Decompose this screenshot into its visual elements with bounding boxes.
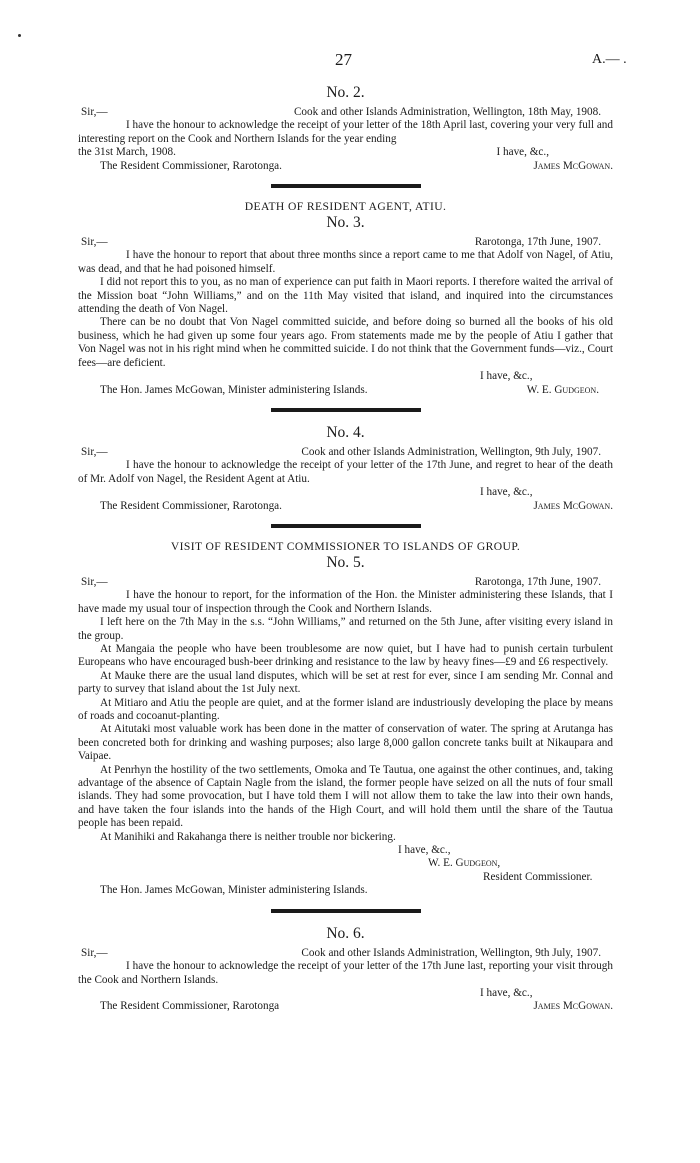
letter-body: I have the honour to acknowledge the receipt of your letter of the 17th June, and regret to hear of the death of Mr. Adolf von Nagel, the Resident Agent at Atiu.	[78, 459, 613, 485]
dateline: Rarotonga, 17th June, 1907.	[474, 575, 601, 588]
letter-no-3	[78, 200, 613, 397]
paragraph: I have the honour to report that about three months since a report came to me that Adolf von Nagel, of Atiu, was dead, and that he had poisoned himself.	[78, 249, 613, 275]
addressee: The Resident Commissioner, Rarotonga	[100, 1000, 280, 1013]
letter-no-5	[78, 540, 613, 898]
addressee: The Hon. James McGowan, Minister administering Islands.	[100, 884, 368, 897]
salutation: Sir,—	[81, 106, 108, 118]
letter-no-4	[78, 424, 613, 513]
paragraph: At Manihiki and Rakahanga there is neither trouble nor bickering.	[100, 830, 396, 843]
letter-body: I have the honour to acknowledge the receipt of your letter of the 17th June last, reporting your visit through the Cook and Northern Islands.	[78, 960, 613, 986]
dateline: Cook and other Islands Administration, Wellington, 9th July, 1907.	[301, 946, 601, 959]
dateline: Cook and other Islands Administration, Wellington, 18th May, 1908.	[293, 106, 601, 118]
page-number: 27	[335, 50, 352, 69]
letter-number: No. 6.	[326, 924, 365, 942]
addressee: The Resident Commissioner, Rarotonga.	[100, 159, 282, 172]
dateline: Rarotonga, 17th June, 1907.	[474, 236, 601, 249]
section-heading: DEATH OF RESIDENT AGENT, ATIU.	[244, 200, 447, 214]
signature: James McGowan.	[533, 159, 613, 172]
section-rule	[271, 184, 421, 188]
closing: I have, &c.,	[398, 844, 451, 857]
signature: W. E. Gudgeon,	[428, 857, 501, 870]
letter-number: No. 5.	[326, 553, 365, 571]
salutation: Sir,—	[81, 575, 108, 588]
signature: James McGowan.	[533, 499, 613, 512]
page-header	[0, 50, 700, 70]
letter-no-2	[78, 84, 613, 173]
signature: W. E. Gudgeon.	[526, 383, 599, 396]
addressee: The Hon. James McGowan, Minister administering Islands.	[100, 383, 368, 396]
letter-number: No. 2.	[326, 84, 365, 101]
paragraph: At Aitutaki most valuable work has been done in the matter of conservation of water. The spring at Arutanga has been concreted both for drinking and washing purposes; also large 8,000 gallon concrete tanks built at Nikaupara and Vaipae.	[78, 723, 613, 763]
closing: I have, &c.,	[480, 370, 533, 383]
signatory-title: Resident Commissioner.	[483, 870, 593, 883]
document-code: A.— .	[592, 52, 627, 67]
section-rule	[271, 408, 421, 412]
salutation: Sir,—	[81, 445, 108, 458]
paragraph: At Mitiaro and Atiu the people are quiet, and at the former island are industriously developing the place by means of roads and cocoanut-planting.	[78, 696, 613, 722]
salutation: Sir,—	[81, 236, 108, 249]
paragraph: At Mangaia the people who have been troublesome are now quiet, but I have had to punish certain turbulent Europeans who have encouraged bush-beer drinking and resistance to the law by heavy fines—£9 and £6 respectively.	[78, 642, 613, 669]
paragraph: I left here on the 7th May in the s.s. “John Williams,” and returned on the 5th June, after visiting every island in the group.	[78, 616, 613, 642]
closing: I have, &c.,	[480, 486, 533, 499]
margin-mark	[18, 34, 21, 37]
paragraph: At Penrhyn the hostility of the two settlements, Omoka and Te Tautua, one against the other continues, and, taking advantage of the absence of Captain Nagle from the island, the former people have seized on all the nuts of four small islands. They had some provocation, but I have told them I will not allow them to take the law into their own hands, and have taken the four islands into the hands of the High Court, and will hold them until the share of the Tautua people has been repaid.	[78, 763, 613, 830]
letter-number: No. 3.	[326, 214, 365, 232]
letter-no-6	[78, 925, 613, 1014]
paragraph: I have the honour to report, for the information of the Hon. the Minister administering these Islands, that I have made my usual tour of inspection through the Cook and Northern Islands.	[78, 589, 613, 615]
salutation: Sir,—	[81, 946, 108, 959]
closing: I have, &c.,	[496, 146, 549, 159]
dateline: Cook and other Islands Administration, Wellington, 9th July, 1907.	[301, 445, 601, 458]
section-rule	[271, 524, 421, 528]
letter-body-end: the 31st March, 1908.	[78, 146, 176, 159]
paragraph: At Mauke there are the usual land disputes, which will be set at rest for ever, since I am sending Mr. Connal and party to survey that island about the 1st July next.	[78, 669, 613, 696]
document-body	[78, 84, 613, 1014]
addressee: The Resident Commissioner, Rarotonga.	[100, 499, 282, 512]
section-rule	[271, 909, 421, 913]
paragraph: I did not report this to you, as no man of experience can put faith in Maori reports. I therefore waited the arrival of the Mission boat “John Williams,” and on the 11th May visited that island, and inquired into the circumstances attending the death of Von Nagel.	[78, 276, 613, 316]
signature: James McGowan.	[533, 1000, 613, 1013]
closing: I have, &c.,	[480, 986, 533, 999]
letter-body: I have the honour to acknowledge the receipt of your letter of the 18th April last, covering your very full and interesting report on the Cook and Northern Islands for the year ending	[78, 119, 613, 145]
paragraph: There can be no doubt that Von Nagel committed suicide, and before doing so burned all the books of his old business, which he had given up some four years ago. From statements made me by the people of Atiu I gather that Von Nagel was not in his right mind when he committed suicide. I do not think that the Government funds—viz., Court fees—are deficient.	[78, 316, 613, 369]
section-heading: VISIT OF RESIDENT COMMISSIONER TO ISLANDS OF GROUP.	[170, 539, 521, 553]
letter-number: No. 4.	[326, 423, 365, 441]
